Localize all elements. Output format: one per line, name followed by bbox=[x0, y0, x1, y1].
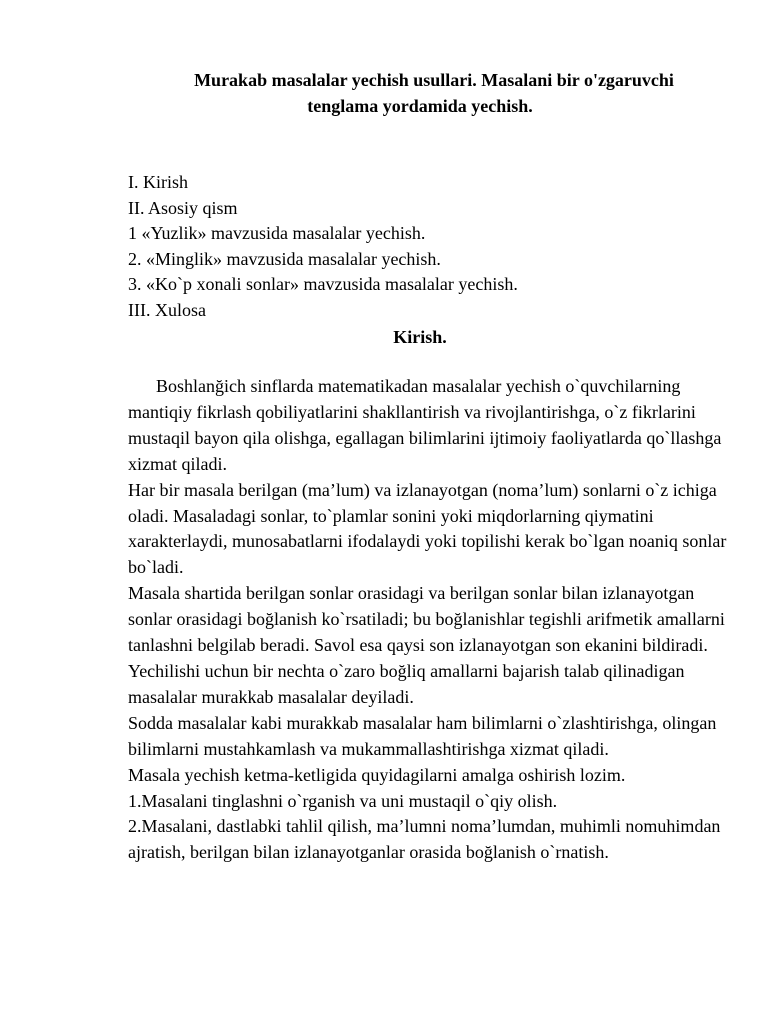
title-line-1: Murakab masalalar yechish usullari. Masalani bir o'zgaruvchi bbox=[194, 70, 674, 90]
paragraph: Masala shartida berilgan sonlar orasidagi va berilgan sonlar bilan izlanayotgan sonlar orasidagi boğlanish ko`rsatiladi; bu boğlanishlar tegishli arifmetik amallarni tanlashni belgilab beradi. Savol esa qaysi son izlanayotgan son ekanini bildiradi. bbox=[128, 583, 725, 656]
toc-item: III. Xulosa bbox=[128, 299, 206, 320]
title-line-2: tenglama yordamida yechish. bbox=[307, 96, 533, 116]
paragraph: 2.Masalani, dastlabki tahlil qilish, ma’lumni noma’lumdan, muhimli nomuhimdan ajratish, berilgan bilan izlanayotganlar orasida boğlanish o`rnatish. bbox=[128, 816, 721, 863]
paragraph: Boshlanğich sinflarda matematikadan masalalar yechish o`quvchilarning mantiqiy fikrlash qobiliyatlarini shakllantirish va rivojlantirishga, o`z fikrlarini mustaqil bayon qila olishga, egallagan bilimlarini ijtimoiy faoliyatlarda qo`llashga xizmat qiladi. bbox=[128, 376, 722, 474]
paragraph: Masala yechish ketma-ketligida quyidagilarni amalga oshirish lozim. bbox=[128, 764, 626, 785]
toc-item: II. Asosiy qism bbox=[128, 197, 238, 218]
toc-item: 1 «Yuzlik» mavzusida masalalar yechish. bbox=[128, 223, 426, 244]
paragraph: Sodda masalalar kabi murakkab masalalar ham bilimlarni o`zlashtirishga, olingan bilimlarni mustahkamlash va mukammallashtirishga xizmat qiladi. bbox=[128, 712, 717, 759]
section-heading: Kirish. bbox=[393, 327, 447, 347]
paragraph: Yechilishi uchun bir nechta o`zaro boğliq amallarni bajarish talab qilinadigan masalalar murakkab masalalar deyiladi. bbox=[128, 660, 685, 707]
paragraph: Har bir masala berilgan (ma’lum) va izlanayotgan (noma’lum) sonlarni o`z ichiga oladi. Masaladagi sonlar, to`plamlar sonini yoki miqdorlarning qiymatini xarakterlaydi, munosabatlarni ifodalaydi yoki topilishi kerak bo`lgan noaniq sonlar bo`ladi. bbox=[128, 479, 727, 578]
document-title bbox=[100, 67, 740, 119]
toc-item: 3. «Ko`p xonali sonlar» mavzusida masalalar yechish. bbox=[128, 274, 518, 295]
toc-item: I. Kirish bbox=[128, 172, 188, 192]
paragraph: 1.Masalani tinglashni o`rganish va uni mustaqil o`qiy olish. bbox=[128, 790, 558, 811]
body-text bbox=[128, 374, 728, 866]
toc-item: 2. «Minglik» mavzusida masalalar yechish. bbox=[128, 248, 441, 269]
table-of-contents bbox=[128, 170, 518, 324]
